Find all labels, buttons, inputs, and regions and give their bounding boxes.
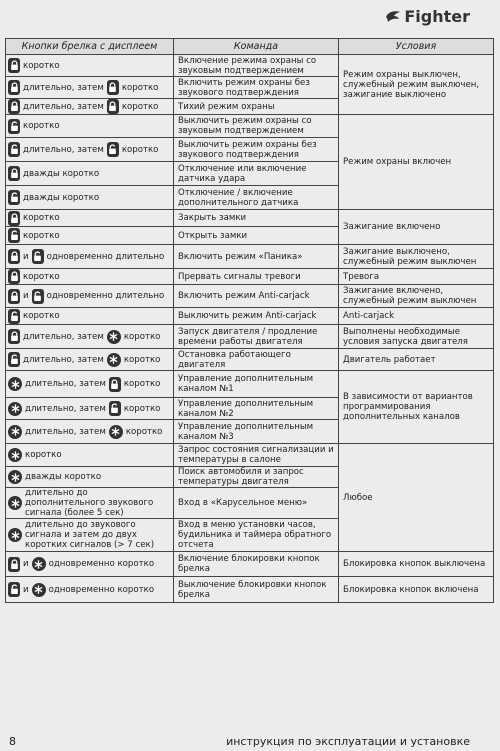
asterisk-icon xyxy=(32,583,46,597)
condition-cell: Зажигание включено xyxy=(339,210,494,245)
button-cell xyxy=(6,467,174,488)
page-number: 8 xyxy=(9,735,16,748)
command-cell: Включение блокировки кнопок брелка xyxy=(174,552,339,577)
logo-text: Fighter xyxy=(404,6,470,26)
button-instruction-text: коротко xyxy=(123,379,161,389)
button-cell xyxy=(6,77,174,99)
lock-icon xyxy=(8,211,20,226)
condition-cell: Anti-carjack xyxy=(339,308,494,325)
lock-icon xyxy=(107,99,119,114)
table-row xyxy=(6,371,494,398)
button-instruction-text: длительно, затем xyxy=(23,144,104,155)
command-cell: Включить режим «Паника» xyxy=(174,245,339,269)
button-instruction-text: одновременно коротко xyxy=(48,559,155,569)
table-header-row xyxy=(6,39,494,55)
command-cell: Вход в «Карусельное меню» xyxy=(174,488,339,519)
button-cell xyxy=(6,552,174,577)
button-cell xyxy=(6,162,174,186)
condition-cell: В зависимости от вариантов программирования дополнительных каналов xyxy=(339,371,494,444)
button-combo xyxy=(8,520,170,550)
command-table xyxy=(5,38,494,603)
condition-cell: Блокировка кнопок включена xyxy=(339,577,494,603)
command-cell: Остановка работающего двигателя xyxy=(174,349,339,371)
lock-icon xyxy=(8,80,20,95)
button-combo xyxy=(8,119,170,134)
button-instruction-text: коротко xyxy=(23,60,60,71)
command-cell: Включение режима охраны со звуковым подтверждением xyxy=(174,55,339,77)
button-combo xyxy=(8,329,170,344)
button-cell xyxy=(6,227,174,245)
command-cell: Открыть замки xyxy=(174,227,339,245)
button-instruction-text: длительно, затем xyxy=(25,403,106,414)
button-cell xyxy=(6,577,174,603)
unlock-icon xyxy=(107,142,119,157)
button-instruction-text: одновременно длительно xyxy=(46,251,165,262)
button-cell xyxy=(6,371,174,398)
condition-cell: Выполнены необходимые условия запуска двигателя xyxy=(339,325,494,349)
command-cell: Отключение или включение датчика удара xyxy=(174,162,339,186)
condition-cell: Двигатель работает xyxy=(339,349,494,371)
button-cell xyxy=(6,138,174,162)
button-instruction-text: длительно, затем xyxy=(25,379,106,389)
command-cell: Поиск автомобиля и запрос температуры двигателя xyxy=(174,467,339,488)
lock-icon xyxy=(8,557,20,572)
condition-cell: Зажигание включено, служебный режим выключен xyxy=(339,285,494,308)
button-instruction-text: коротко xyxy=(121,101,159,112)
button-combo xyxy=(8,211,170,226)
button-combo xyxy=(8,352,170,367)
button-instruction-text: одновременно коротко xyxy=(48,584,155,595)
button-cell xyxy=(6,210,174,227)
button-combo xyxy=(8,269,170,284)
button-cell xyxy=(6,325,174,349)
button-instruction-text: длительно до звукового сигнала и затем до двух коротких сигналов (> 7 сек) xyxy=(25,520,155,550)
button-instruction-text: длительно, затем xyxy=(23,331,104,342)
condition-cell: Блокировка кнопок выключена xyxy=(339,552,494,577)
button-instruction-text: коротко xyxy=(125,426,163,437)
command-cell: Включить режим Anti-carjack xyxy=(174,285,339,308)
unlock-icon xyxy=(8,142,20,157)
unlock-icon xyxy=(8,582,20,597)
button-cell xyxy=(6,308,174,325)
button-instruction-text: коротко xyxy=(25,450,62,460)
asterisk-icon xyxy=(8,528,22,542)
button-instruction-text: и xyxy=(23,291,29,301)
button-instruction-text: коротко xyxy=(121,82,159,93)
button-instruction-text: коротко xyxy=(123,331,161,342)
button-cell xyxy=(6,99,174,115)
button-cell xyxy=(6,269,174,285)
table-body xyxy=(6,55,494,603)
unlock-icon xyxy=(8,190,20,205)
unlock-icon xyxy=(8,352,20,367)
button-combo xyxy=(8,470,170,484)
button-combo xyxy=(8,58,170,73)
button-combo xyxy=(8,557,170,572)
table-row xyxy=(6,325,494,349)
table-row xyxy=(6,269,494,285)
lock-icon xyxy=(8,58,20,73)
condition-cell: Режим охраны выключен, служебный режим выключен, зажигание выключено xyxy=(339,55,494,115)
fighter-logo-icon xyxy=(385,10,401,23)
lock-icon xyxy=(8,329,20,344)
asterisk-icon xyxy=(8,377,22,391)
button-instruction-text: длительно до дополнительного звукового сигнала (более 5 сек) xyxy=(25,488,154,518)
unlock-icon xyxy=(8,119,20,134)
command-cell: Вход в меню установки часов, будильника и таймера обратного отсчета xyxy=(174,519,339,552)
logo xyxy=(385,6,470,26)
lock-icon xyxy=(8,166,20,181)
command-cell: Запрос состояния сигнализации и температуры в салоне xyxy=(174,444,339,467)
button-cell xyxy=(6,488,174,519)
command-cell: Выключить режим охраны со звуковым подтверждением xyxy=(174,115,339,138)
button-instruction-text: и xyxy=(23,559,29,569)
unlock-icon xyxy=(109,401,121,416)
button-combo xyxy=(8,166,170,181)
table-row xyxy=(6,285,494,308)
asterisk-icon xyxy=(32,557,46,571)
button-instruction-text: и xyxy=(23,251,29,262)
command-cell: Прервать сигналы тревоги xyxy=(174,269,339,285)
button-instruction-text: дважды коротко xyxy=(23,192,100,203)
asterisk-icon xyxy=(8,425,22,439)
command-cell: Выключение блокировки кнопок брелка xyxy=(174,577,339,603)
button-cell xyxy=(6,420,174,444)
lock-icon xyxy=(107,80,119,95)
command-cell: Управление дополнительным каналом №1 xyxy=(174,371,339,398)
command-cell: Управление дополнительным каналом №3 xyxy=(174,420,339,444)
button-combo xyxy=(8,190,170,205)
button-instruction-text: длительно, затем xyxy=(25,426,106,437)
button-combo xyxy=(8,448,170,462)
asterisk-icon xyxy=(8,402,22,416)
table-row xyxy=(6,55,494,77)
header-command: Команда xyxy=(174,39,339,55)
asterisk-icon xyxy=(8,448,22,462)
button-instruction-text: коротко xyxy=(23,213,60,223)
table-row xyxy=(6,444,494,467)
button-instruction-text: длительно, затем xyxy=(23,101,104,112)
button-instruction-text: и xyxy=(23,584,29,595)
button-instruction-text: коротко xyxy=(123,403,161,414)
table-row xyxy=(6,210,494,227)
button-combo xyxy=(8,289,170,304)
unlock-icon xyxy=(8,309,20,324)
button-cell xyxy=(6,115,174,138)
button-combo xyxy=(8,377,170,392)
lock-icon xyxy=(8,249,20,264)
table-row xyxy=(6,552,494,577)
asterisk-icon xyxy=(8,470,22,484)
button-instruction-text: коротко xyxy=(23,311,60,321)
button-combo xyxy=(8,488,170,518)
button-cell xyxy=(6,285,174,308)
unlock-icon xyxy=(32,289,44,304)
command-cell: Отключение / включение дополнительного датчика xyxy=(174,186,339,210)
button-cell xyxy=(6,186,174,210)
header-buttons: Кнопки брелка с дисплеем xyxy=(6,39,174,55)
button-instruction-text: коротко xyxy=(123,354,161,365)
condition-cell: Любое xyxy=(339,444,494,552)
asterisk-icon xyxy=(8,496,22,510)
button-cell xyxy=(6,519,174,552)
command-cell: Управление дополнительным каналом №2 xyxy=(174,398,339,420)
table-row xyxy=(6,349,494,371)
asterisk-icon xyxy=(107,330,121,344)
button-instruction-text: коротко xyxy=(121,144,159,155)
button-combo xyxy=(8,99,170,114)
table-row xyxy=(6,308,494,325)
button-cell xyxy=(6,245,174,269)
button-instruction-text: длительно, затем xyxy=(23,82,104,93)
table-row xyxy=(6,577,494,603)
condition-cell: Режим охраны включен xyxy=(339,115,494,210)
command-cell: Включить режим охраны без звукового подтверждения xyxy=(174,77,339,99)
lock-icon xyxy=(109,377,121,392)
lock-icon xyxy=(8,269,20,284)
condition-cell: Зажигание выключено, служебный режим выключен xyxy=(339,245,494,269)
asterisk-icon xyxy=(109,425,123,439)
button-instruction-text: коротко xyxy=(23,230,60,241)
table-row xyxy=(6,115,494,138)
command-cell: Запуск двигателя / продление времени работы двигателя xyxy=(174,325,339,349)
button-combo xyxy=(8,425,170,439)
button-combo xyxy=(8,401,170,416)
header-conditions: Условия xyxy=(339,39,494,55)
button-instruction-text: дважды коротко xyxy=(23,168,100,179)
button-cell xyxy=(6,398,174,420)
unlock-icon xyxy=(32,249,44,264)
command-cell: Закрыть замки xyxy=(174,210,339,227)
command-cell: Выключить режим охраны без звукового подтверждения xyxy=(174,138,339,162)
button-instruction-text: одновременно длительно xyxy=(46,291,165,301)
command-cell: Выключить режим Anti-carjack xyxy=(174,308,339,325)
footer-text: инструкция по эксплуатации и установке xyxy=(226,735,470,748)
lock-icon xyxy=(8,289,20,304)
command-cell: Тихий режим охраны xyxy=(174,99,339,115)
button-cell xyxy=(6,444,174,467)
lock-icon xyxy=(8,99,20,114)
unlock-icon xyxy=(8,228,20,243)
table-row xyxy=(6,245,494,269)
button-cell xyxy=(6,349,174,371)
button-combo xyxy=(8,228,170,243)
button-instruction-text: коротко xyxy=(23,271,60,282)
condition-cell: Тревога xyxy=(339,269,494,285)
button-instruction-text: длительно, затем xyxy=(23,354,104,365)
button-combo xyxy=(8,309,170,324)
button-instruction-text: дважды коротко xyxy=(25,472,102,482)
button-combo xyxy=(8,142,170,157)
button-cell xyxy=(6,55,174,77)
button-combo xyxy=(8,80,170,95)
button-combo xyxy=(8,582,170,597)
button-instruction-text: коротко xyxy=(23,121,60,131)
asterisk-icon xyxy=(107,353,121,367)
button-combo xyxy=(8,249,170,264)
